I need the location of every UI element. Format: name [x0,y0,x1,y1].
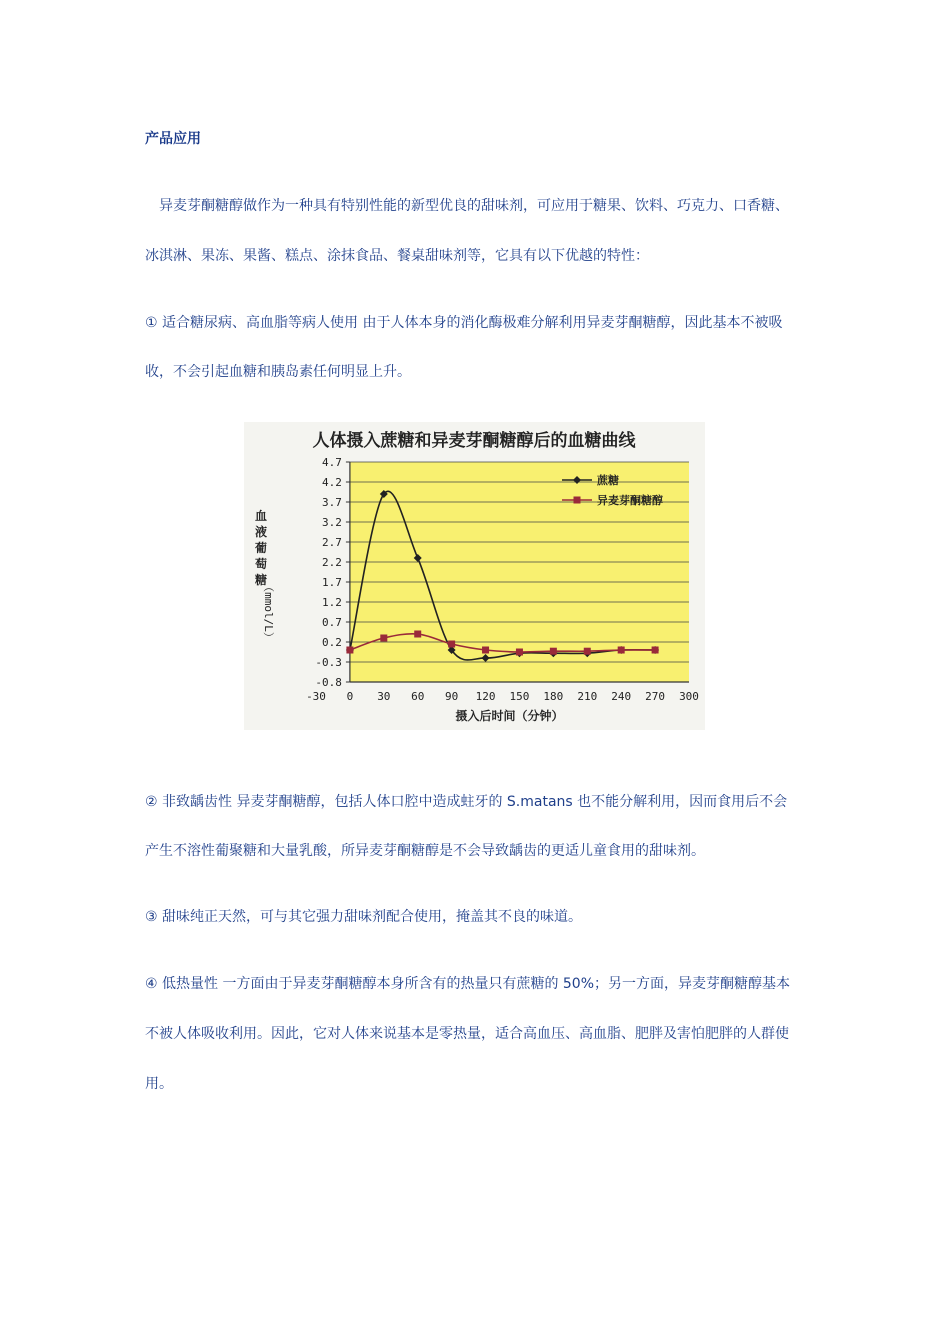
point-2-line-2: 产生不溶性葡聚糖和大量乳酸，所异麦芽酮糖醇是不会导致龋齿的更适儿童食用的甜味剂。 [145,843,705,859]
y-tick-label: 0.2 [322,636,342,649]
point-4-line-2: 不被人体吸收利用。因此，它对人体来说基本是零热量，适合高血压、高血脂、肥胖及害怕肥胖的人群使 [145,1026,789,1042]
x-axis-label: 摄入后时间（分钟） [455,709,564,723]
x-tick-label: 210 [577,690,598,703]
y-label-char: 糖 [254,573,268,587]
data-point [618,647,625,654]
point-3-line-1: ③ 甜味纯正天然，可与其它强力甜味剂配合使用，掩盖其不良的味道。 [145,909,582,925]
y-tick-label: 4.2 [322,476,342,489]
y-tick-label: 1.7 [322,576,342,589]
data-point [380,635,387,642]
data-point [414,631,421,638]
data-point [550,648,557,655]
y-tick-label: 1.2 [322,596,342,609]
data-point [516,649,523,656]
legend-label: 异麦芽酮糖醇 [597,494,663,507]
y-label-char: 血 [254,509,268,523]
legend-label: 蔗糖 [597,474,619,487]
y-tick-label: 3.2 [322,516,342,529]
y-tick-label: -0.3 [315,656,342,669]
data-point [448,641,455,648]
blood-glucose-chart [244,422,705,730]
data-point [482,647,489,654]
intro-paragraph-line-1: 异麦芽酮糖醇做作为一种具有特别性能的新型优良的甜味剂，可应用于糖果、饮料、巧克力、口香糖、 [145,198,789,214]
section-heading: 产品应用 [145,131,201,147]
x-tick-label: 180 [543,690,564,703]
x-tick-label: 120 [475,690,496,703]
y-label-char: 萄 [254,557,268,571]
point-1-line-2: 收，不会引起血糖和胰岛素任何明显上升。 [145,364,411,380]
x-tick-label: 300 [679,690,699,703]
y-tick-label: 4.7 [322,456,342,469]
y-label-char: 葡 [254,541,268,555]
y-label-unit: （mmol/L） [262,581,275,643]
point-4-line-3: 用。 [145,1076,173,1092]
point-2-line-1: ② 非致龋齿性 异麦芽酮糖醇，包括人体口腔中造成蛀牙的 S.matans 也不能分解利用，因而食用后不会 [145,794,788,810]
data-point [652,647,659,654]
x-tick-label: 30 [377,690,391,703]
y-tick-label: 2.2 [322,556,342,569]
x-tick-label: 60 [411,690,425,703]
intro-paragraph-line-2: 冰淇淋、果冻、果酱、糕点、涂抹食品、餐桌甜味剂等，它具有以下优越的特性： [145,248,649,264]
legend-marker [574,497,581,504]
point-1-line-1: ① 适合糖尿病、高血脂等病人使用 由于人体本身的消化酶极难分解利用异麦芽酮糖醇，因此基本不被吸 [145,315,783,331]
y-axis-label [254,508,275,643]
x-tick-label: 0 [346,690,354,703]
x-tick-label: 240 [611,690,632,703]
y-tick-label: 0.7 [322,616,342,629]
y-tick-label: 3.7 [322,496,342,509]
y-label-char: 液 [254,525,268,539]
chart-svg [244,422,705,730]
chart-title: 人体摄入蔗糖和异麦芽酮糖醇后的血糖曲线 [312,431,636,451]
data-point [584,648,591,655]
x-tick-label: 90 [445,690,459,703]
y-tick-label: -0.8 [315,676,342,689]
data-point [346,647,353,654]
point-4-line-1: ④ 低热量性 一方面由于异麦芽酮糖醇本身所含有的热量只有蔗糖的 50%；另一方面，异麦芽酮糖醇基本 [145,976,791,992]
x-tick-label: 270 [645,690,666,703]
x-tick-label: -30 [306,690,326,703]
y-tick-label: 2.7 [322,536,342,549]
x-tick-label: 150 [509,690,530,703]
